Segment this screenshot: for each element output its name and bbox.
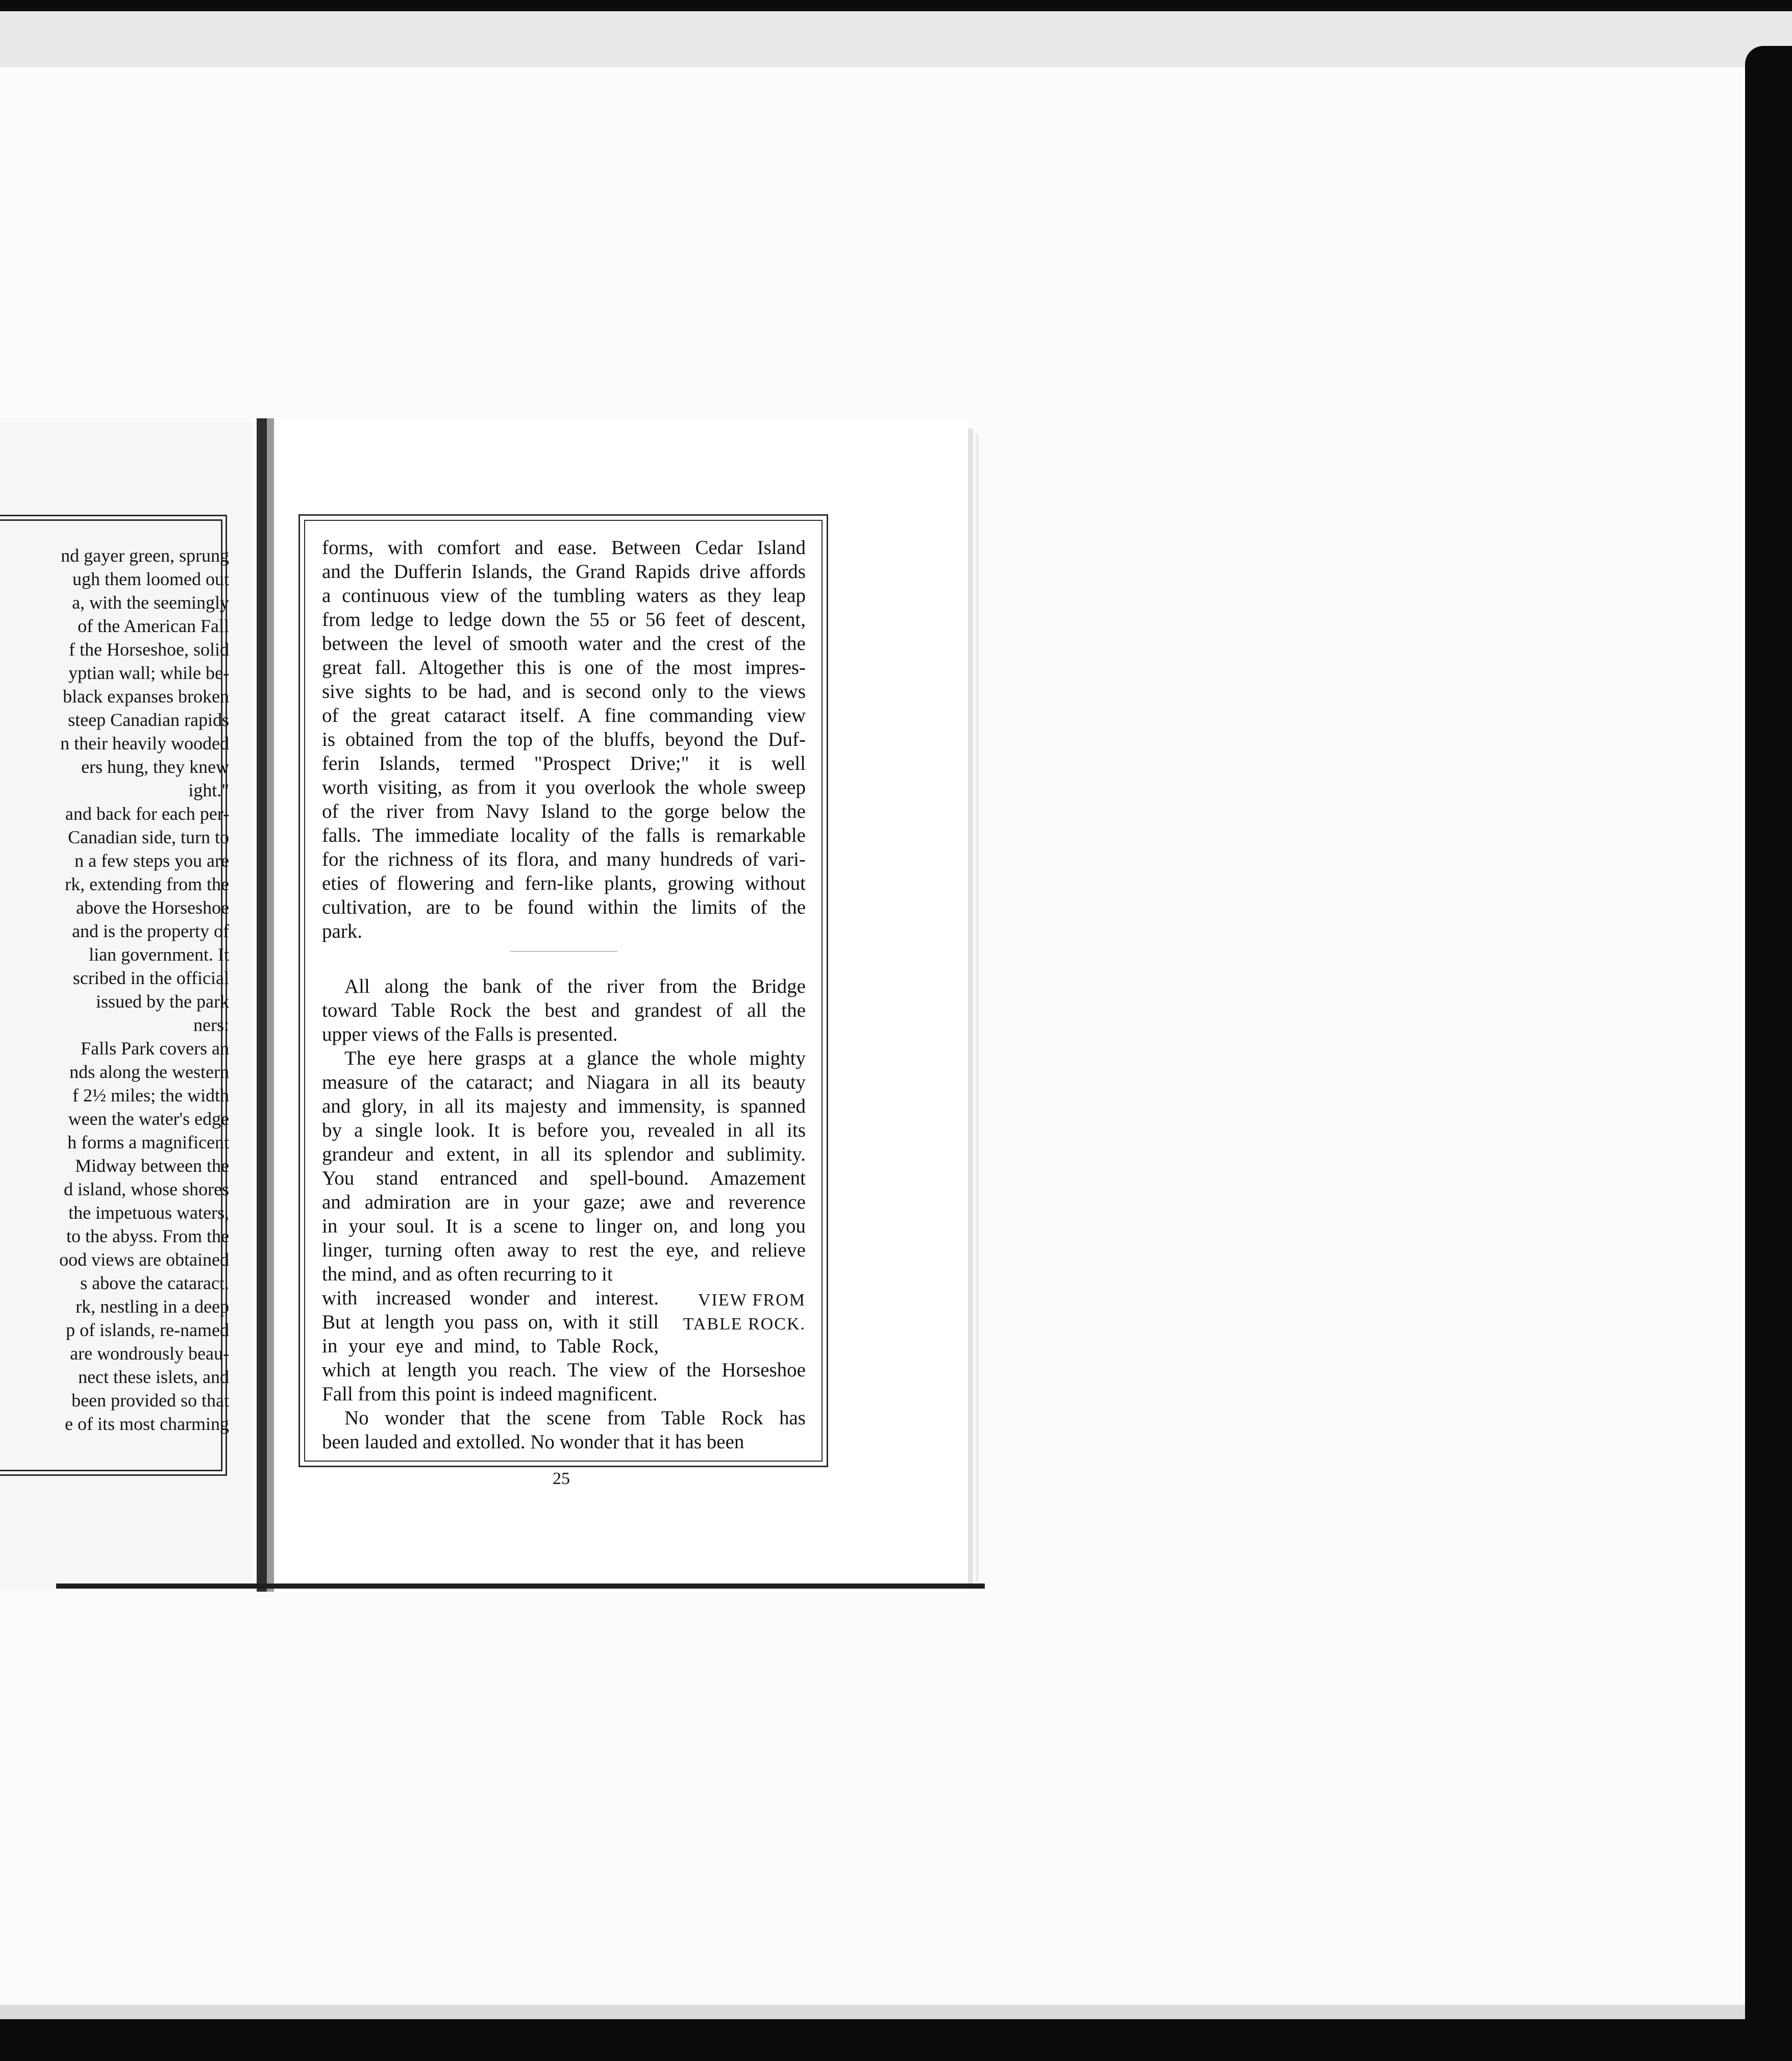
text-line: for the richness of its flora, and many hundreds of vari- <box>322 848 806 870</box>
page-edge <box>968 429 973 1587</box>
left-page-line: f the Horseshoe, solid <box>69 639 229 660</box>
left-page-line: steep Canadian rapids <box>68 710 229 730</box>
sidebar-row <box>322 1334 806 1358</box>
text-line: between the level of smooth water and the crest of the <box>322 633 806 655</box>
scan-background-top <box>0 11 1792 67</box>
paragraph-horseshoe-view <box>322 1358 806 1406</box>
text-line: measure of the cataract; and Niagara in all its beauty <box>322 1071 806 1093</box>
left-page-line: issued by the park <box>96 991 229 1012</box>
sidebar-row <box>322 1310 806 1334</box>
book-spine <box>257 418 267 1592</box>
text-line: and admiration are in your gaze; awe and reverence <box>322 1191 806 1213</box>
left-page-line: nd gayer green, sprung <box>61 545 229 566</box>
left-page-line: f 2½ miles; the width <box>72 1085 229 1105</box>
left-page-line: and back for each per- <box>65 803 229 824</box>
page-number: 25 <box>553 1469 570 1488</box>
left-page-line: rk, nestling in a deep <box>76 1296 229 1317</box>
scan-border-right <box>1745 46 1792 2019</box>
left-page <box>0 422 253 1591</box>
side-heading <box>659 1334 806 1358</box>
text-line: You stand entranced and spell-bound. Amazement <box>322 1167 806 1189</box>
left-page-line: ood views are obtained <box>59 1249 229 1270</box>
paragraph-no-wonder <box>322 1406 806 1454</box>
paragraph-cedar-island <box>322 536 806 943</box>
left-page-line: ween the water's edge <box>68 1109 229 1129</box>
left-page-line: n a few steps you are <box>74 850 229 871</box>
book-bottom-edge <box>56 1584 985 1589</box>
text-line: with increased wonder and interest. <box>322 1287 659 1309</box>
text-line: No wonder that the scene from Table Rock has <box>344 1407 806 1429</box>
text-line: All along the bank of the river from the Bridge <box>344 975 806 997</box>
spine-shadow <box>267 418 274 1592</box>
left-page-line: e of its most charming <box>65 1414 229 1434</box>
text-line: worth visiting, as from it you overlook the whole sweep <box>322 776 806 798</box>
left-page-line: ugh them loomed out <box>72 569 229 589</box>
left-page-line: Falls Park covers an <box>81 1038 229 1059</box>
scan-border-bottom <box>0 2019 1792 2061</box>
text-line: falls. The immediate locality of the falls is remarkable <box>322 824 806 846</box>
left-page-line: s above the cataract. <box>80 1273 229 1293</box>
text-line: Fall from this point is indeed magnificent. <box>322 1383 658 1405</box>
side-heading: TABLE ROCK. <box>683 1315 806 1334</box>
left-page-line: nds along the western <box>69 1062 229 1082</box>
text-line: and the Dufferin Islands, the Grand Rapids drive affords <box>322 561 806 583</box>
text-line: ferin Islands, termed "Prospect Drive;" it is well <box>322 752 806 774</box>
text-line: upper views of the Falls is presented. <box>322 1023 618 1045</box>
left-page-line: rk, extending from the <box>65 874 229 894</box>
text-line: But at length you pass on, with it still <box>322 1311 659 1333</box>
paragraph-eye-grasps <box>322 1046 806 1286</box>
left-page-line: ers hung, they knew <box>81 757 229 777</box>
left-page-line: p of islands, re-named <box>66 1320 229 1340</box>
left-page-line: Midway between the <box>75 1155 229 1176</box>
text-line: which at length you reach. The view of the Horseshoe <box>322 1359 806 1381</box>
text-line: a continuous view of the tumbling waters as they leap <box>322 585 806 607</box>
left-page-line: n their heavily wooded <box>60 733 229 753</box>
text-line: linger, turning often away to rest the eye, and relieve <box>322 1239 806 1261</box>
left-page-line: nect these islets, and <box>78 1367 229 1387</box>
scan-border-top <box>0 0 1792 11</box>
left-page-line: lian government. It <box>89 944 229 965</box>
left-page-line: ight." <box>188 780 229 800</box>
left-page-line: black expanses broken <box>63 686 229 707</box>
page-edge <box>976 434 979 1581</box>
text-line: toward Table Rock the best and grandest of all the <box>322 999 806 1021</box>
left-page-line: the impetuous waters, <box>68 1202 229 1223</box>
text-line: the mind, and as often recurring to it <box>322 1263 613 1285</box>
text-line: of the river from Navy Island to the gorge below the <box>322 800 806 822</box>
section-divider <box>510 951 617 952</box>
text-line: eties of flowering and fern-like plants, growing without <box>322 872 806 894</box>
left-page-line: d island, whose shores <box>64 1179 229 1199</box>
text-line: in your soul. It is a scene to linger on, and long you <box>322 1215 806 1237</box>
paragraph-bank-of-river <box>322 974 806 1046</box>
left-page-text <box>0 544 229 1436</box>
left-page-line: yptian wall; while be- <box>68 663 229 683</box>
text-line: and glory, in all its majesty and immensity, is spanned <box>322 1095 806 1117</box>
text-line: grandeur and extent, in all its splendor and sublimity. <box>322 1143 806 1165</box>
left-page-line: and is the property of <box>72 921 229 941</box>
left-page-line: scribed in the official <box>72 968 229 988</box>
left-page-line: been provided so that <box>71 1390 229 1411</box>
text-line: cultivation, are to be found within the limits of the <box>322 896 806 918</box>
text-line: is obtained from the top of the bluffs, beyond the Duf- <box>322 728 806 750</box>
text-line: from ledge to ledge down the 55 or 56 feet of descent, <box>322 609 806 631</box>
text-line: great fall. Altogether this is one of the most impres- <box>322 657 806 678</box>
text-line: in your eye and mind, to Table Rock, <box>322 1335 659 1357</box>
text-line: forms, with comfort and ease. Between Cedar Island <box>322 537 806 559</box>
sidebar-row <box>322 1286 806 1310</box>
text-line: sive sights to be had, and is second only to the views <box>322 681 806 702</box>
sidebar-paragraph <box>322 1286 806 1358</box>
text-line: been lauded and extolled. No wonder that it has been <box>322 1431 744 1453</box>
scan-background-bottom <box>0 2005 1792 2019</box>
text-line: by a single look. It is before you, revealed in all its <box>322 1119 806 1141</box>
text-line: of the great cataract itself. A fine commanding view <box>322 705 806 726</box>
left-page-line: a, with the seemingly <box>72 592 229 613</box>
side-heading: VIEW FROM <box>698 1291 806 1310</box>
left-page-line: to the abyss. From the <box>66 1226 229 1246</box>
text-line: The eye here grasps at a glance the whole mighty <box>344 1047 806 1069</box>
left-page-line: above the Horseshoe <box>76 897 229 918</box>
left-page-line: Canadian side, turn to <box>68 827 229 847</box>
left-page-line: are wondrously beau- <box>70 1343 229 1364</box>
left-page-line: of the American Fall <box>78 616 229 636</box>
page-body <box>322 536 806 1454</box>
text-line: park. <box>322 920 363 942</box>
left-page-line: h forms a magnificent <box>67 1132 229 1152</box>
left-page-line: ners: <box>193 1015 229 1035</box>
